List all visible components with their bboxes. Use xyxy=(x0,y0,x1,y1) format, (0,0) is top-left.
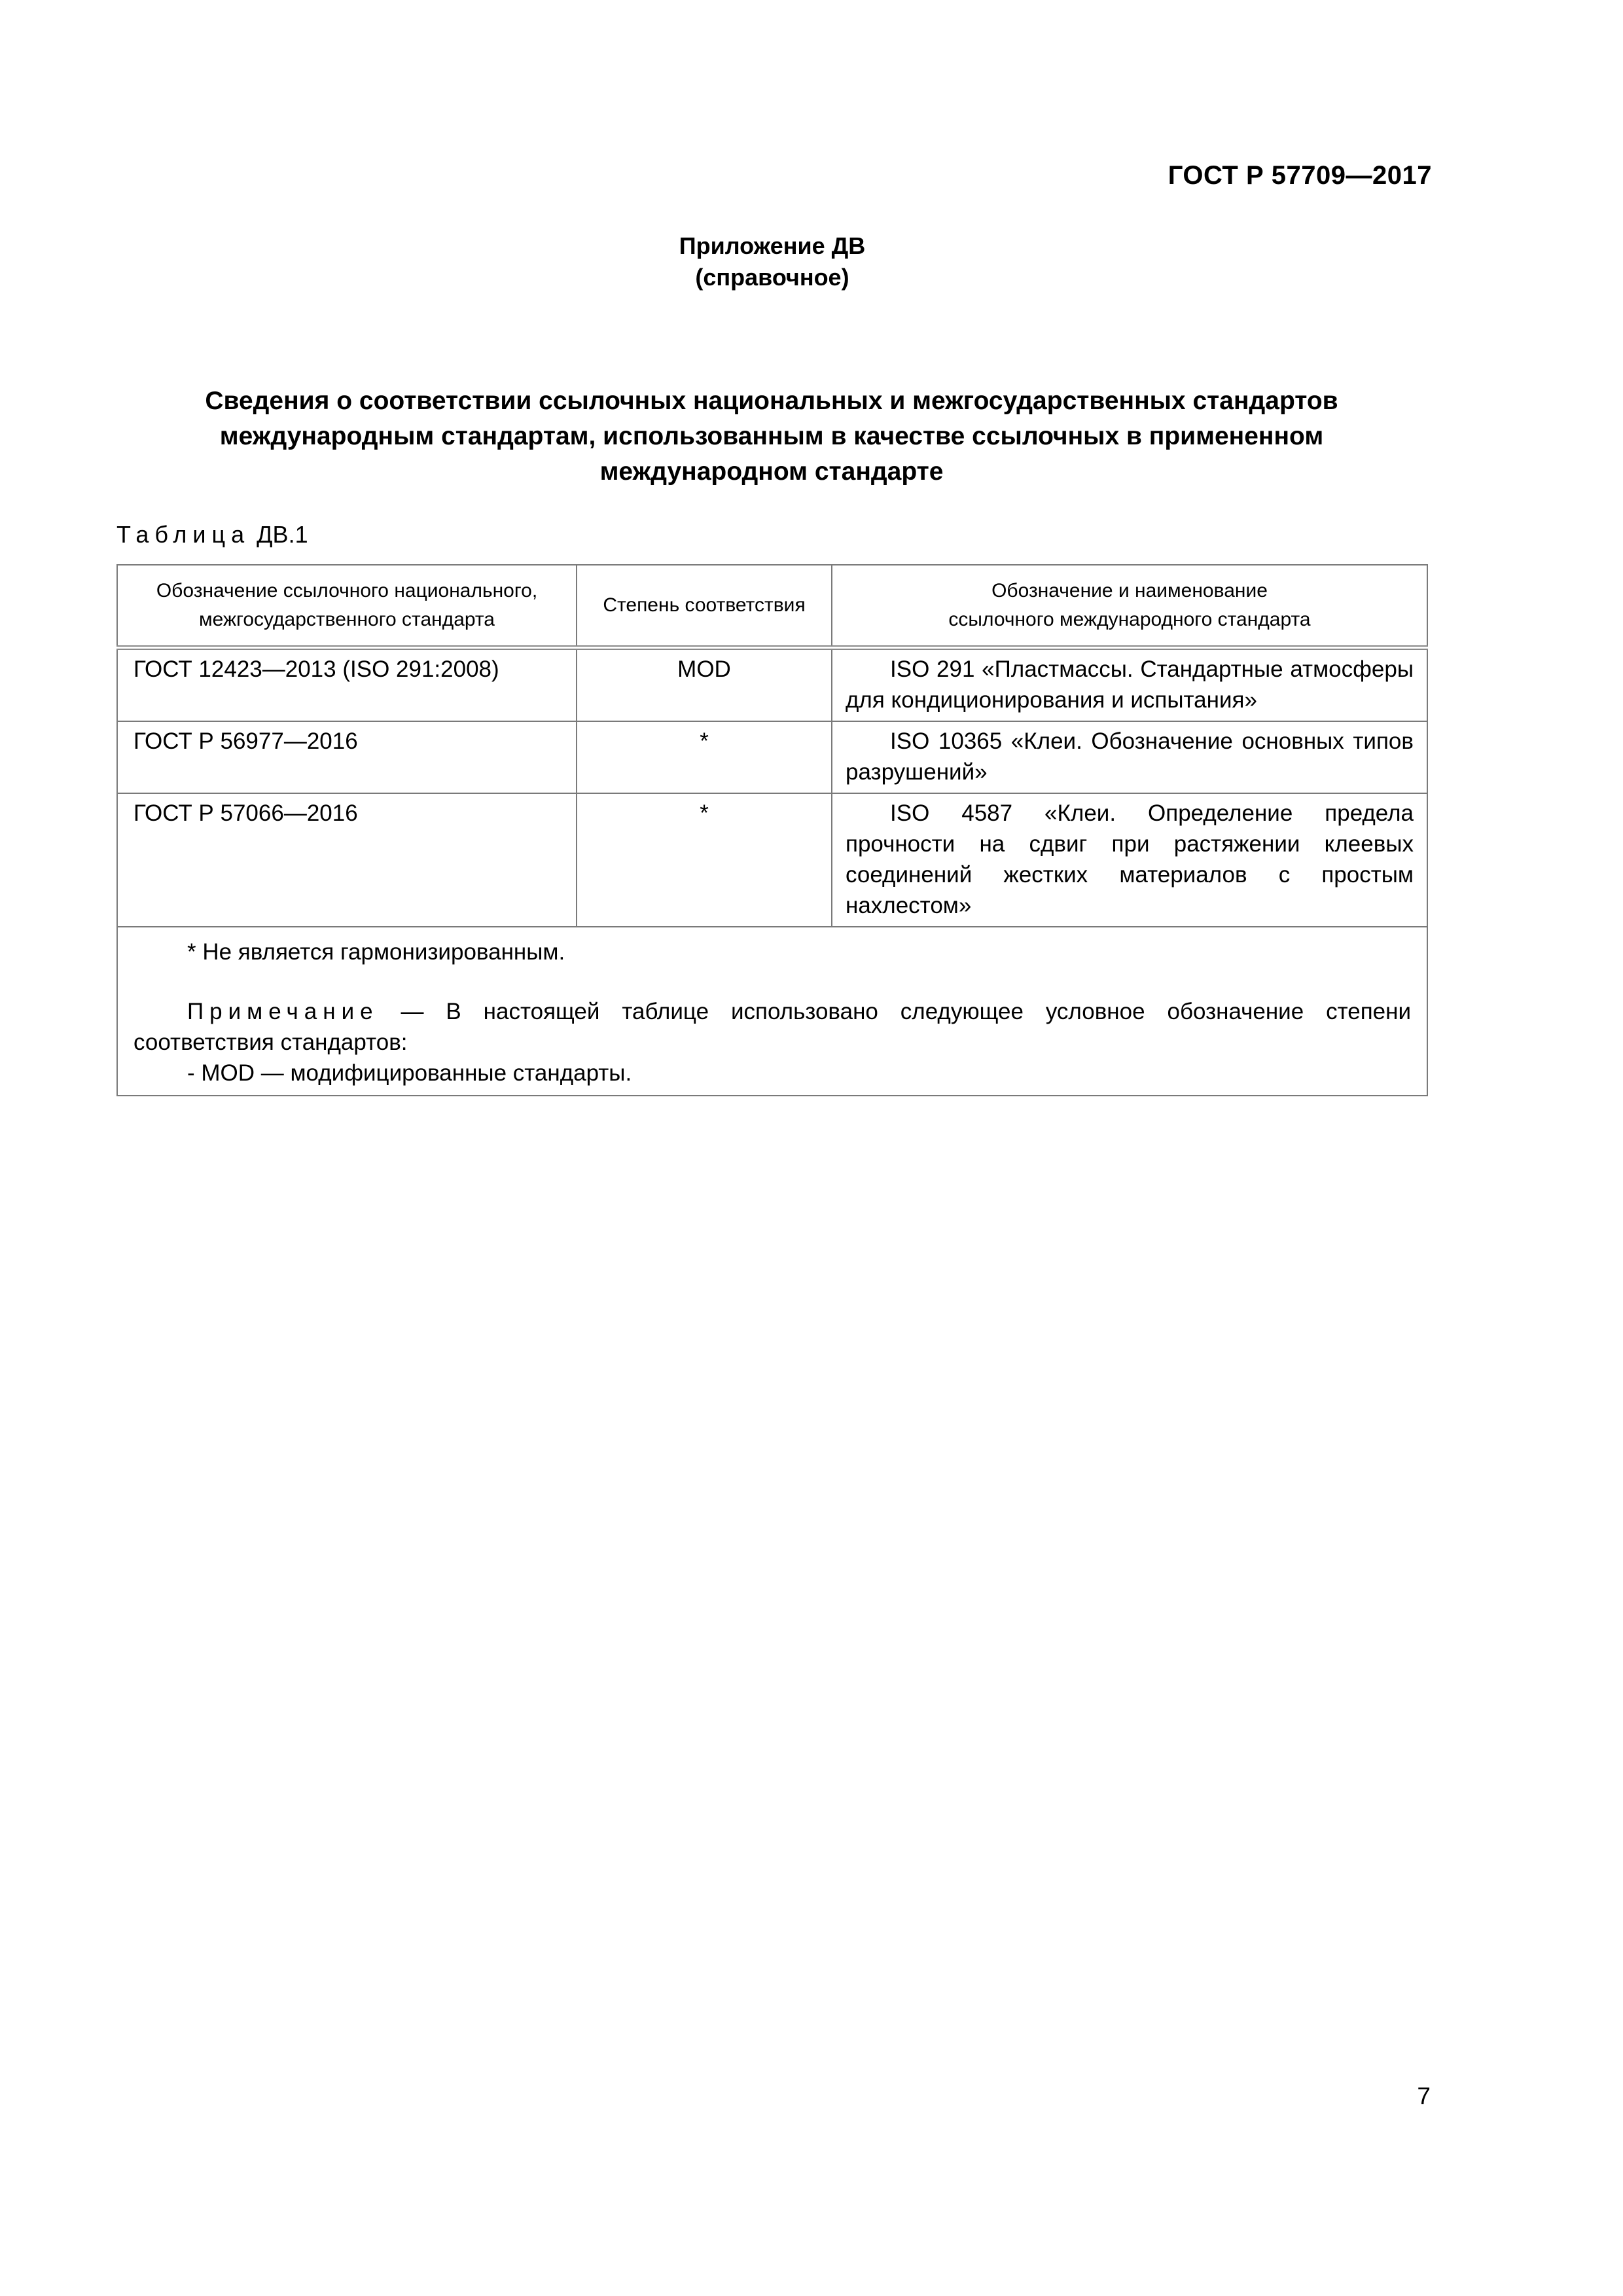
header-degree: Степень соответствия xyxy=(577,565,832,648)
table-notes xyxy=(117,927,1427,1096)
appendix-title: Приложение ДВ xyxy=(679,232,866,259)
table-row xyxy=(117,793,1427,927)
table-row xyxy=(117,648,1427,722)
note-label: Примечание xyxy=(187,999,379,1024)
cell-national: ГОСТ Р 57066—2016 xyxy=(117,793,577,927)
heading-line-1: Сведения о соответствии ссылочных национальных и межгосударственных стандартов xyxy=(205,387,1338,415)
header-international-standard: Обозначение и наименование ссылочного международного стандарта xyxy=(832,565,1427,648)
table-row xyxy=(117,721,1427,793)
header-national-standard: Обозначение ссылочного национального, межгосударственного стандарта xyxy=(117,565,577,648)
note-text: — В настоящей таблице использовано следующее условное обозначение степени соответствия стандартов: xyxy=(134,999,1411,1055)
table-header-row xyxy=(117,565,1427,648)
cell-international: ISO 291 «Пластмассы. Стандартные атмосферы для кондиционирования и испытания» xyxy=(832,648,1427,722)
note xyxy=(134,996,1411,1058)
standards-correspondence-table xyxy=(116,564,1428,1096)
table-caption-number: ДВ.1 xyxy=(257,521,308,548)
appendix-title-block xyxy=(0,230,1544,293)
cell-degree: * xyxy=(577,721,832,793)
note-item: - MOD — модифицированные стандарты. xyxy=(187,1060,632,1086)
cell-international: ISO 10365 «Клеи. Обозначение основных типов разрушений» xyxy=(832,721,1427,793)
page-number: 7 xyxy=(1417,2083,1431,2109)
heading-line-3: международном стандарте xyxy=(599,457,944,486)
document-code: ГОСТ Р 57709—2017 xyxy=(1168,161,1432,190)
cell-national: ГОСТ 12423—2013 (ISO 291:2008) xyxy=(117,648,577,722)
cell-degree: * xyxy=(577,793,832,927)
cell-international: ISO 4587 «Клеи. Определение предела прочности на сдвиг при растяжении клеевых соединений жестких материалов с простым нахлестом» xyxy=(832,793,1427,927)
section-heading xyxy=(118,384,1425,490)
cell-national: ГОСТ Р 56977—2016 xyxy=(117,721,577,793)
table-caption-prefix: Таблица xyxy=(116,521,251,548)
cell-degree: MOD xyxy=(577,648,832,722)
appendix-subtitle: (справочное) xyxy=(695,264,849,291)
table-footer-row xyxy=(117,927,1427,1096)
heading-line-2: международным стандартам, использованным в качестве ссылочных в примененном xyxy=(219,422,1324,450)
table-caption xyxy=(116,521,308,548)
footnote: * Не является гармонизированным. xyxy=(187,939,565,965)
